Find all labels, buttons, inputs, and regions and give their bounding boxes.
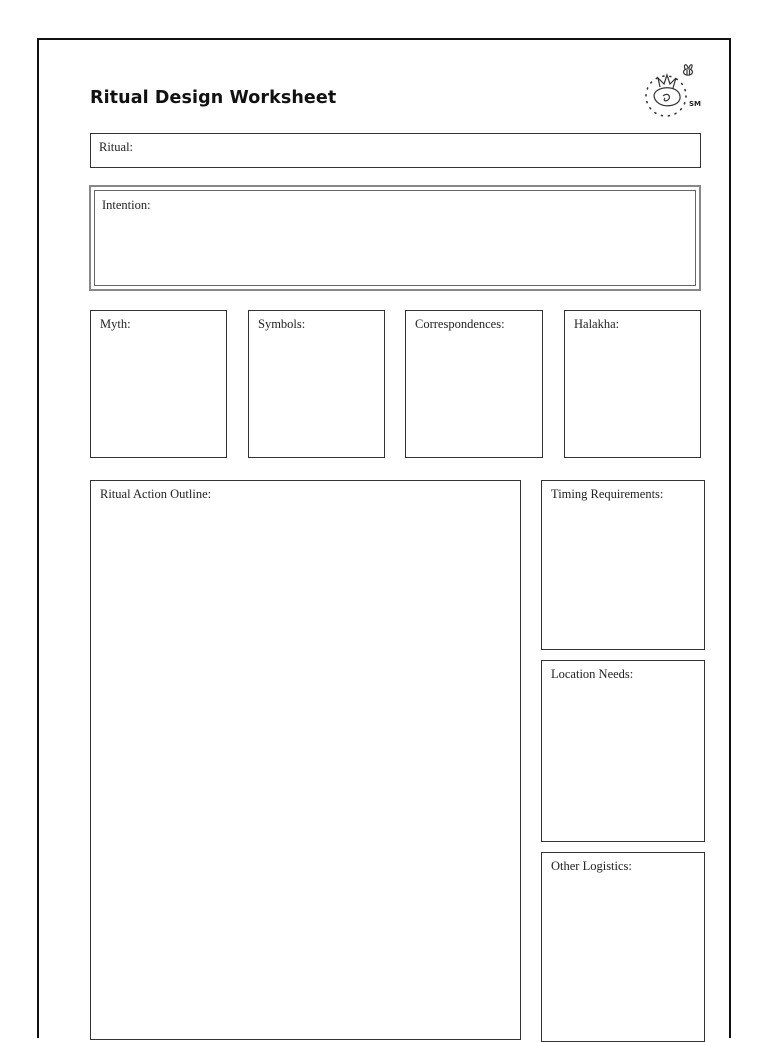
- halakha-label: Halakha:: [574, 317, 620, 331]
- myth-label: Myth:: [100, 317, 131, 331]
- timing-field[interactable]: [541, 480, 705, 650]
- location-label: Location Needs:: [551, 667, 634, 681]
- logo-text: SM: [689, 100, 702, 108]
- symbols-field[interactable]: [248, 310, 385, 458]
- intention-label: Intention:: [102, 198, 151, 212]
- intention-field[interactable]: [89, 185, 701, 291]
- page-title: Ritual Design Worksheet: [90, 88, 337, 108]
- halakha-field[interactable]: [564, 310, 701, 458]
- ritual-label: Ritual:: [99, 140, 134, 154]
- ritual-field[interactable]: [90, 133, 701, 168]
- symbols-label: Symbols:: [258, 317, 306, 331]
- pomegranate-bee-logo: [636, 56, 706, 126]
- timing-label: Timing Requirements:: [551, 487, 664, 501]
- action-outline-field[interactable]: [90, 480, 521, 1040]
- correspondences-field[interactable]: [405, 310, 543, 458]
- action-outline-label: Ritual Action Outline:: [100, 487, 212, 501]
- correspondences-label: Correspondences:: [415, 317, 505, 331]
- logistics-label: Other Logistics:: [551, 859, 632, 873]
- location-field[interactable]: [541, 660, 705, 842]
- myth-field[interactable]: [90, 310, 227, 458]
- logistics-field[interactable]: [541, 852, 705, 1042]
